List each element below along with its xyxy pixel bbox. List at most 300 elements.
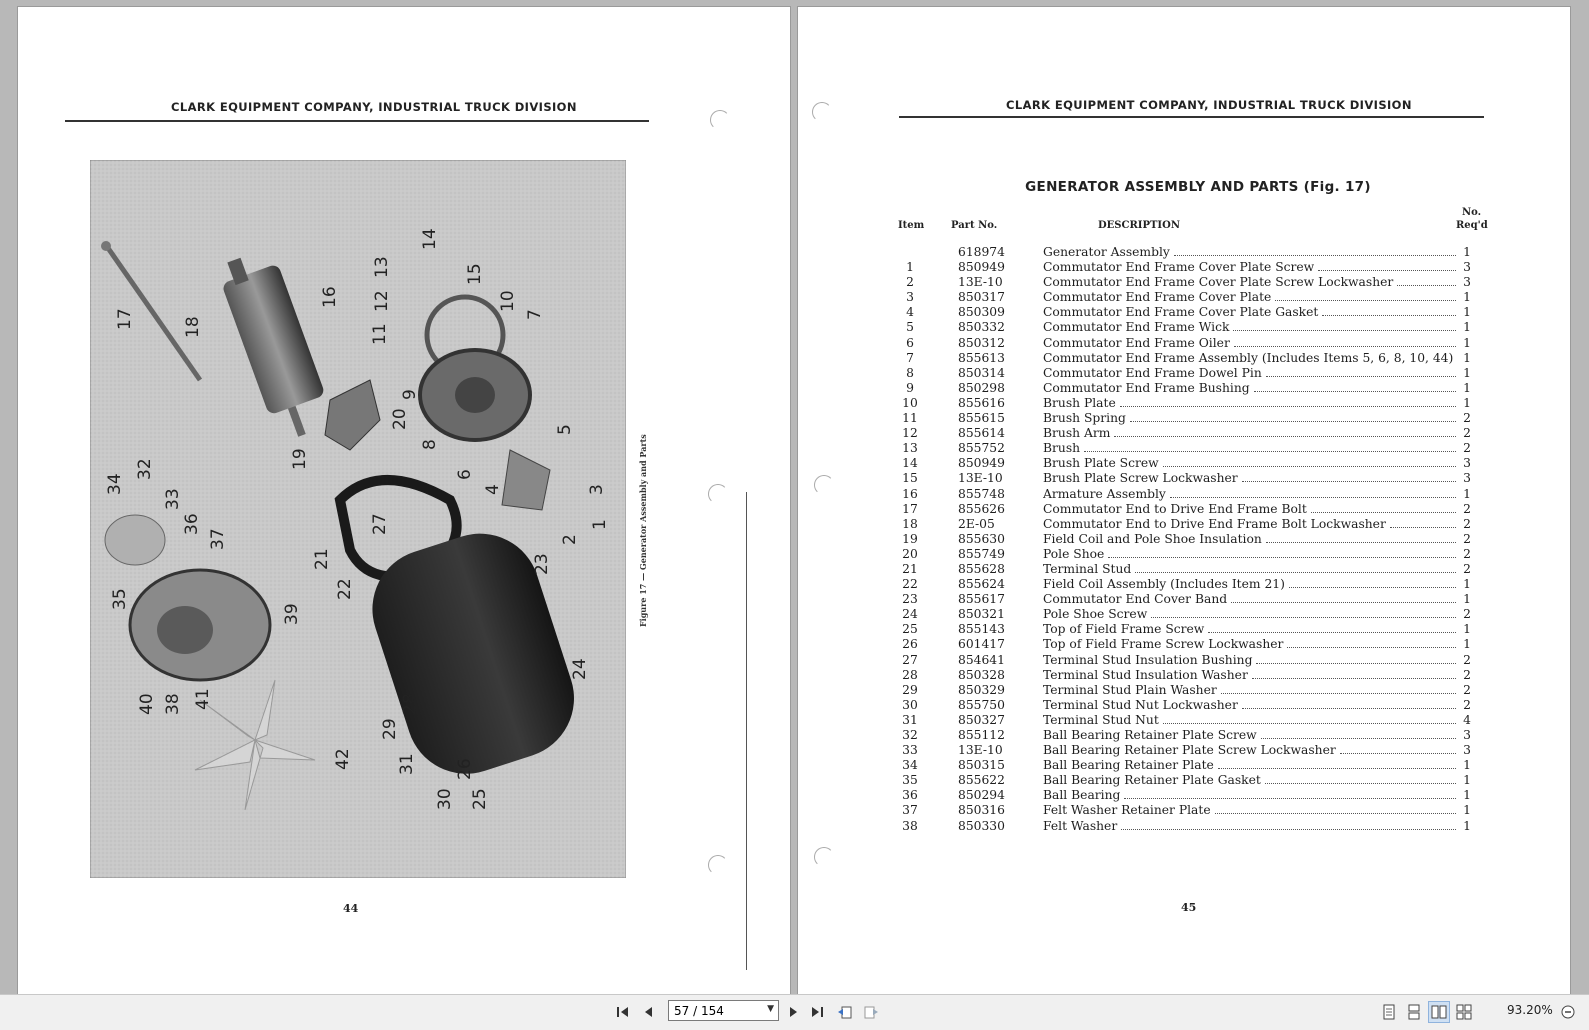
callout: 41 — [193, 688, 213, 710]
part-description-cell — [1043, 653, 1458, 668]
leader-dots — [1252, 668, 1456, 679]
parts-table-row — [896, 396, 1500, 411]
part-item-number: 30 — [902, 697, 918, 712]
viewer-toolbar — [0, 994, 1589, 1030]
callout: 21 — [312, 548, 332, 570]
parts-table-row — [896, 803, 1500, 818]
part-description: Generator Assembly — [1043, 245, 1170, 259]
part-item-number: 19 — [902, 531, 918, 546]
part-number: 850309 — [958, 305, 1005, 320]
part-description-cell — [1043, 275, 1458, 290]
callout: 24 — [570, 658, 590, 680]
retainer-plate — [105, 515, 165, 565]
part-description-cell — [1043, 532, 1458, 547]
part-quantity: 1 — [1463, 637, 1471, 652]
part-quantity: 1 — [1463, 350, 1471, 365]
part-quantity: 1 — [1463, 773, 1471, 788]
continuous-view-button[interactable] — [1403, 1001, 1425, 1023]
part-quantity: 2 — [1463, 697, 1471, 712]
leader-dots — [1256, 653, 1456, 664]
column-header-qty-line2: Req'd — [1456, 220, 1488, 231]
part-description-cell — [1043, 471, 1458, 486]
binder-hole-mark — [814, 475, 834, 495]
part-quantity: 1 — [1463, 486, 1471, 501]
leader-dots — [1174, 245, 1456, 256]
part-number: 855143 — [958, 622, 1005, 637]
part-description: Brush Arm — [1043, 426, 1111, 441]
part-quantity: 1 — [1463, 290, 1471, 305]
part-description-cell — [1043, 336, 1458, 351]
part-description-cell — [1043, 788, 1458, 803]
part-quantity: 1 — [1463, 380, 1471, 395]
part-number: 850312 — [958, 335, 1005, 350]
part-quantity: 1 — [1463, 335, 1471, 350]
part-description: Commutator End Frame Cover Plate Gasket — [1043, 305, 1319, 320]
binder-hole-mark — [814, 847, 834, 867]
part-description: Commutator End Frame Bushing — [1043, 380, 1250, 395]
last-page-icon — [810, 1006, 824, 1018]
part-quantity: 2 — [1463, 531, 1471, 546]
column-header-part-no: Part No. — [951, 220, 998, 231]
part-number: 855748 — [958, 486, 1005, 501]
bolt-head — [101, 241, 111, 251]
callout: 6 — [455, 469, 475, 480]
part-item-number: 9 — [906, 380, 914, 395]
part-description-cell — [1043, 713, 1458, 728]
leader-dots — [1261, 728, 1456, 739]
column-header-item: Item — [898, 220, 925, 231]
callout: 16 — [320, 286, 340, 308]
part-item-number: 24 — [902, 607, 918, 622]
part-item-number: 8 — [906, 365, 914, 380]
part-description-cell — [1043, 351, 1458, 366]
part-item-number: 34 — [902, 758, 918, 773]
page-number-select[interactable] — [668, 1000, 779, 1021]
part-description: Brush Plate Screw Lockwasher — [1043, 471, 1238, 486]
callout: 15 — [465, 263, 485, 285]
part-description: Pole Shoe — [1043, 546, 1105, 561]
part-quantity: 3 — [1463, 275, 1471, 290]
part-quantity: 2 — [1463, 411, 1471, 426]
parts-table-row — [896, 487, 1500, 502]
part-number: 850315 — [958, 758, 1005, 773]
part-number: 850294 — [958, 788, 1005, 803]
part-number: 850317 — [958, 290, 1005, 305]
part-description-cell — [1043, 260, 1458, 275]
part-quantity: 1 — [1463, 803, 1471, 818]
leader-dots — [1397, 275, 1456, 286]
leader-dots — [1311, 502, 1456, 513]
callout: 23 — [532, 553, 552, 575]
part-description: Terminal Stud Nut Lockwasher — [1043, 697, 1238, 712]
part-quantity: 1 — [1463, 758, 1471, 773]
margin-line — [746, 492, 747, 970]
part-description-cell — [1043, 411, 1458, 426]
part-quantity: 3 — [1463, 728, 1471, 742]
leader-dots — [1130, 411, 1456, 422]
part-number: 850298 — [958, 380, 1005, 395]
first-page-button[interactable] — [612, 1001, 634, 1023]
go-forward-icon — [863, 1004, 879, 1020]
part-item-number: 17 — [902, 501, 918, 516]
zoom-out-button[interactable] — [1560, 1001, 1576, 1023]
part-number: 855749 — [958, 546, 1005, 561]
part-description: Terminal Stud — [1043, 561, 1132, 576]
callout: 33 — [163, 488, 183, 510]
part-item-number: 5 — [906, 320, 914, 335]
part-number: 855613 — [958, 350, 1005, 365]
part-description: Commutator End Frame Wick — [1043, 320, 1230, 335]
part-quantity: 1 — [1463, 395, 1471, 410]
part-description-cell — [1043, 305, 1458, 320]
part-number: 850316 — [958, 803, 1005, 818]
part-number: 13E-10 — [958, 743, 1003, 758]
page-header-left: CLARK EQUIPMENT COMPANY, INDUSTRIAL TRUCK DIVISION — [171, 100, 577, 114]
next-page-button[interactable] — [783, 1001, 805, 1023]
parts-table-row — [896, 426, 1500, 441]
leader-dots — [1390, 517, 1456, 528]
part-number: 855112 — [958, 728, 1005, 742]
generator-exploded-view-figure — [90, 160, 626, 878]
part-number: 855630 — [958, 531, 1005, 546]
part-number: 855626 — [958, 501, 1005, 516]
part-description-cell — [1043, 426, 1458, 441]
part-description: Commutator End Frame Assembly (Includes Items 5, 6, 8, 10, 44) — [1043, 350, 1454, 365]
parts-table-row — [896, 683, 1500, 698]
callout: 4 — [483, 484, 503, 495]
zoom-level[interactable]: 93.20% — [1507, 1003, 1553, 1017]
leader-dots — [1135, 562, 1456, 573]
callout: 39 — [282, 603, 302, 625]
parts-table-row — [896, 471, 1500, 486]
part-description-cell — [1043, 803, 1458, 818]
single-page-icon — [1383, 1004, 1395, 1020]
leader-dots — [1163, 713, 1456, 724]
callout: 22 — [335, 578, 355, 600]
callout: 9 — [400, 389, 420, 400]
callout: 25 — [470, 788, 490, 810]
part-description: Brush Spring — [1043, 411, 1126, 426]
callout: 8 — [420, 439, 440, 450]
part-description: Pole Shoe Screw — [1043, 607, 1148, 622]
part-number: 13E-10 — [958, 275, 1003, 290]
callout: 27 — [370, 513, 390, 535]
part-description-cell — [1043, 592, 1458, 607]
part-description-cell — [1043, 487, 1458, 502]
part-description: Field Coil Assembly (Includes Item 21) — [1043, 577, 1285, 592]
part-quantity: 2 — [1463, 501, 1471, 516]
zoom-out-icon — [1561, 1005, 1575, 1019]
part-item-number: 10 — [902, 395, 918, 410]
parts-table-row — [896, 366, 1500, 381]
part-quantity: 3 — [1463, 260, 1471, 275]
part-item-number: 12 — [902, 426, 918, 441]
facing-view-button[interactable] — [1428, 1001, 1450, 1023]
parts-table-row — [896, 713, 1500, 728]
parts-table-row — [896, 653, 1500, 668]
continuous-facing-view-button[interactable] — [1453, 1001, 1475, 1023]
part-number: 13E-10 — [958, 471, 1003, 486]
part-item-number: 38 — [902, 818, 918, 833]
part-number: 850949 — [958, 456, 1005, 471]
callout: 30 — [435, 788, 455, 810]
parts-table-row — [896, 456, 1500, 471]
part-quantity: 1 — [1463, 592, 1471, 607]
parts-table-row — [896, 320, 1500, 335]
part-description: Terminal Stud Nut — [1043, 712, 1159, 727]
part-item-number: 6 — [906, 335, 914, 350]
part-description-cell — [1043, 668, 1458, 683]
parts-table-row — [896, 411, 1500, 426]
part-item-number: 33 — [902, 743, 918, 758]
callout: 7 — [525, 309, 545, 320]
figure-image — [90, 160, 626, 878]
part-description: Commutator End Frame Oiler — [1043, 335, 1230, 350]
part-description: Ball Bearing Retainer Plate Screw Lockwasher — [1043, 743, 1336, 758]
go-back-button[interactable] — [834, 1001, 856, 1023]
part-item-number: 20 — [902, 546, 918, 561]
leader-dots — [1218, 758, 1456, 769]
column-header-description: DESCRIPTION — [1098, 220, 1180, 231]
parts-table-row — [896, 336, 1500, 351]
callout: 5 — [555, 424, 575, 435]
part-item-number: 11 — [902, 411, 918, 426]
part-quantity: 2 — [1463, 561, 1471, 576]
part-item-number: 26 — [902, 637, 918, 652]
part-description-cell — [1043, 577, 1458, 592]
leader-dots — [1170, 487, 1456, 498]
callout: 2 — [560, 534, 580, 545]
part-number: 850327 — [958, 712, 1005, 727]
single-page-view-button[interactable] — [1378, 1001, 1400, 1023]
callout: 37 — [208, 528, 228, 550]
callout: 13 — [372, 256, 392, 278]
callout: 12 — [372, 290, 392, 312]
callout: 36 — [182, 513, 202, 535]
part-description-cell — [1043, 396, 1458, 411]
parts-table-row — [896, 668, 1500, 683]
part-quantity: 3 — [1463, 471, 1471, 486]
leader-dots — [1289, 577, 1456, 588]
leader-dots — [1215, 803, 1456, 814]
leader-dots — [1120, 396, 1456, 407]
next-page-icon — [788, 1006, 800, 1018]
binder-hole-mark — [708, 484, 728, 504]
part-description-cell — [1043, 320, 1458, 335]
part-description-cell — [1043, 819, 1458, 834]
header-rule-right — [899, 116, 1484, 118]
continuous-facing-icon — [1456, 1004, 1472, 1020]
page-indicator-text: 57 / 154 — [674, 1003, 724, 1018]
part-number: 850321 — [958, 607, 1005, 622]
part-item-number: 23 — [902, 592, 918, 607]
part-description-cell — [1043, 441, 1458, 456]
part-number: 850314 — [958, 365, 1005, 380]
page-header-right: CLARK EQUIPMENT COMPANY, INDUSTRIAL TRUCK DIVISION — [1006, 98, 1412, 112]
leader-dots — [1234, 336, 1456, 347]
part-quantity: 1 — [1463, 818, 1471, 833]
part-number: 855614 — [958, 426, 1005, 441]
header-rule-left — [65, 120, 649, 122]
part-number: 855628 — [958, 561, 1005, 576]
part-description-cell — [1043, 366, 1458, 381]
part-description-cell — [1043, 637, 1458, 652]
part-description: Felt Washer Retainer Plate — [1043, 803, 1211, 818]
part-item-number: 35 — [902, 773, 918, 788]
callout: 31 — [397, 753, 417, 775]
parts-table-row — [896, 622, 1500, 637]
part-number: 618974 — [958, 245, 1005, 259]
callout: 11 — [370, 323, 390, 345]
part-description: Top of Field Frame Screw Lockwasher — [1043, 637, 1284, 652]
callout: 26 — [455, 758, 475, 780]
parts-table-row — [896, 245, 1500, 260]
part-number: 850332 — [958, 320, 1005, 335]
callout: 1 — [590, 519, 610, 530]
part-description: Ball Bearing — [1043, 788, 1121, 803]
part-description: Commutator End Frame Cover Plate — [1043, 290, 1272, 305]
leader-dots — [1108, 547, 1456, 558]
part-description-cell — [1043, 728, 1458, 743]
callout: 35 — [110, 588, 130, 610]
part-quantity: 1 — [1463, 320, 1471, 335]
part-description-cell — [1043, 773, 1458, 788]
leader-dots — [1233, 320, 1456, 331]
drive-end-bearing — [157, 606, 213, 654]
part-description: Commutator End to Drive End Frame Bolt — [1043, 501, 1307, 516]
part-description-cell — [1043, 698, 1458, 713]
part-item-number: 22 — [902, 577, 918, 592]
figure-background — [90, 160, 626, 878]
parts-table-row — [896, 562, 1500, 577]
part-description: Ball Bearing Retainer Plate — [1043, 758, 1214, 773]
part-description: Felt Washer — [1043, 818, 1118, 833]
parts-table-row — [896, 260, 1500, 275]
part-description-cell — [1043, 562, 1458, 577]
part-number: 855750 — [958, 697, 1005, 712]
part-quantity: 1 — [1463, 788, 1471, 803]
part-item-number: 16 — [902, 486, 918, 501]
leader-dots — [1242, 471, 1456, 482]
leader-dots — [1114, 426, 1456, 437]
end-frame-hub — [455, 377, 495, 413]
part-item-number: 31 — [902, 712, 918, 727]
part-description-cell — [1043, 456, 1458, 471]
callout: 40 — [137, 693, 157, 715]
parts-table-row — [896, 698, 1500, 713]
part-number: 855752 — [958, 441, 1005, 456]
parts-table-row — [896, 788, 1500, 803]
leader-dots — [1242, 698, 1456, 709]
part-quantity: 1 — [1463, 577, 1471, 592]
prev-page-icon — [642, 1006, 654, 1018]
right-page — [798, 7, 1570, 994]
part-item-number: 7 — [906, 350, 914, 365]
parts-table-row — [896, 290, 1500, 305]
callout: 29 — [380, 718, 400, 740]
leader-dots — [1124, 788, 1456, 799]
part-item-number: 2 — [906, 275, 914, 290]
parts-table-row — [896, 351, 1500, 366]
parts-table-row — [896, 517, 1500, 532]
part-number: 855616 — [958, 395, 1005, 410]
leader-dots — [1275, 290, 1456, 301]
part-description-cell — [1043, 622, 1458, 637]
part-item-number: 25 — [902, 622, 918, 637]
part-description: Terminal Stud Insulation Bushing — [1043, 652, 1253, 667]
part-description: Commutator End to Drive End Frame Bolt Lockwasher — [1043, 516, 1386, 531]
page-number-right: 45 — [1181, 901, 1197, 914]
part-quantity: 2 — [1463, 441, 1471, 456]
facing-icon — [1431, 1004, 1447, 1020]
leader-dots — [1151, 607, 1456, 618]
parts-table-row — [896, 592, 1500, 607]
part-description-cell — [1043, 758, 1458, 773]
part-number: 850330 — [958, 818, 1005, 833]
callout: 17 — [115, 308, 135, 330]
part-item-number: 21 — [902, 561, 918, 576]
leader-dots — [1121, 819, 1456, 830]
part-item-number: 36 — [902, 788, 918, 803]
go-forward-button[interactable] — [860, 1001, 882, 1023]
parts-table-row — [896, 637, 1500, 652]
part-description-cell — [1043, 547, 1458, 562]
first-page-icon — [616, 1006, 630, 1018]
leader-dots — [1340, 743, 1456, 754]
prev-page-button[interactable] — [637, 1001, 659, 1023]
part-quantity: 1 — [1463, 305, 1471, 320]
part-number: 850328 — [958, 667, 1005, 682]
parts-table-row — [896, 305, 1500, 320]
page-number-left: 44 — [343, 902, 359, 915]
part-description-cell — [1043, 290, 1458, 305]
parts-table-row — [896, 743, 1500, 758]
part-description: Brush Plate Screw — [1043, 456, 1159, 471]
part-description-cell — [1043, 743, 1458, 758]
leader-dots — [1287, 637, 1456, 648]
part-description-cell — [1043, 502, 1458, 517]
part-description: Brush Plate — [1043, 395, 1116, 410]
part-description: Commutator End Cover Band — [1043, 592, 1228, 607]
parts-table-row — [896, 607, 1500, 622]
part-description-cell — [1043, 381, 1458, 396]
parts-table-row — [896, 502, 1500, 517]
binder-hole-mark — [708, 855, 728, 875]
part-number: 855622 — [958, 773, 1005, 788]
leader-dots — [1266, 532, 1456, 543]
last-page-button[interactable] — [806, 1001, 828, 1023]
part-item-number: 29 — [902, 682, 918, 697]
part-description: Ball Bearing Retainer Plate Screw — [1043, 728, 1257, 742]
part-description: Ball Bearing Retainer Plate Gasket — [1043, 773, 1261, 788]
part-description: Terminal Stud Plain Washer — [1043, 682, 1217, 697]
part-description: Brush — [1043, 441, 1081, 456]
part-item-number: 14 — [902, 456, 918, 471]
part-quantity: 1 — [1463, 365, 1471, 380]
callout: 34 — [105, 473, 125, 495]
part-item-number: 28 — [902, 667, 918, 682]
part-description-cell — [1043, 607, 1458, 622]
parts-table-row — [896, 819, 1500, 834]
part-description: Top of Field Frame Screw — [1043, 622, 1205, 637]
part-number: 601417 — [958, 637, 1005, 652]
callout: 20 — [390, 408, 410, 430]
part-quantity: 2 — [1463, 652, 1471, 667]
part-number: 2E-05 — [958, 516, 995, 531]
callout: 3 — [587, 484, 607, 495]
parts-table-row — [896, 773, 1500, 788]
column-header-qty-line1: No. — [1462, 207, 1482, 218]
